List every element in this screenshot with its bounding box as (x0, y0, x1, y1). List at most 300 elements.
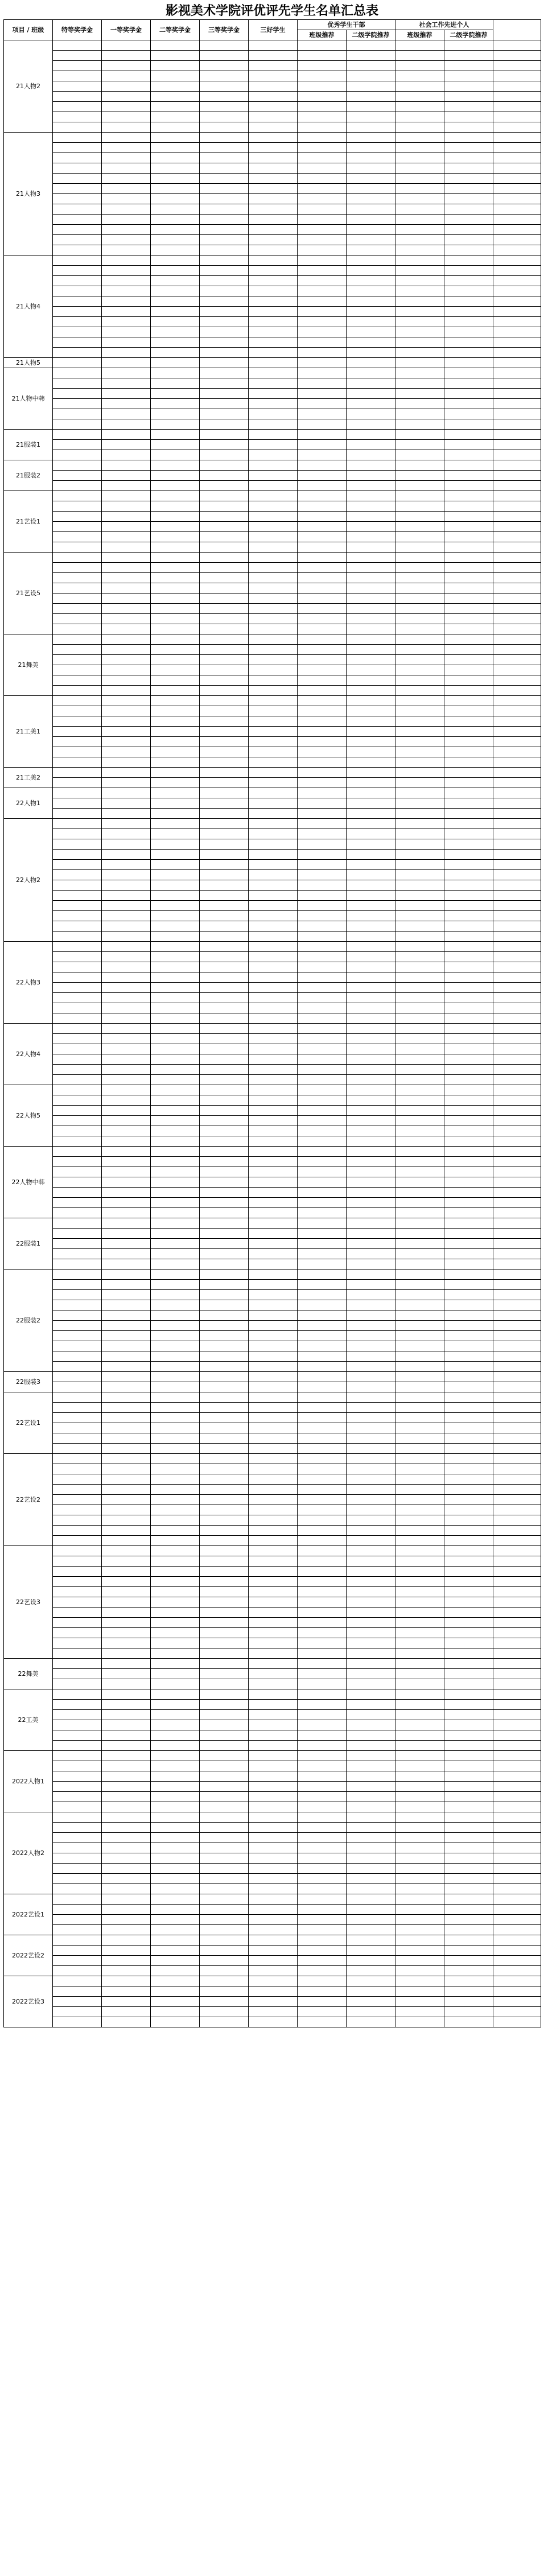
name-cell (395, 1638, 444, 1648)
name-cell (444, 2017, 493, 2027)
name-cell (200, 40, 249, 51)
table-row (4, 880, 541, 891)
name-cell (249, 1628, 298, 1638)
name-cell (444, 1280, 493, 1290)
name-cell (102, 809, 151, 819)
name-cell (249, 809, 298, 819)
name-cell (249, 1310, 298, 1321)
name-cell (53, 1341, 102, 1351)
name-cell (444, 409, 493, 419)
table-row (4, 1608, 541, 1618)
name-cell (53, 1976, 102, 1986)
name-cell (102, 665, 151, 675)
name-cell (347, 245, 395, 255)
name-cell (102, 1925, 151, 1935)
name-cell (298, 51, 347, 61)
name-cell (249, 1382, 298, 1392)
name-cell (53, 1628, 102, 1638)
name-cell (102, 522, 151, 532)
name-cell (249, 993, 298, 1003)
name-cell (53, 1925, 102, 1935)
name-cell (102, 1075, 151, 1085)
name-cell (53, 1700, 102, 1710)
name-cell (151, 481, 200, 491)
name-cell (444, 1843, 493, 1853)
name-cell (347, 440, 395, 450)
name-cell (102, 1003, 151, 1013)
name-cell (53, 1515, 102, 1526)
name-cell (249, 860, 298, 870)
name-cell (102, 1536, 151, 1546)
name-cell (53, 1864, 102, 1874)
col-blank (493, 20, 541, 40)
name-cell (444, 235, 493, 245)
name-cell (493, 1567, 541, 1577)
name-cell (298, 819, 347, 829)
table-row (4, 1833, 541, 1843)
name-cell (249, 1403, 298, 1413)
name-cell (444, 1003, 493, 1013)
name-cell (200, 1823, 249, 1833)
name-cell (200, 1536, 249, 1546)
name-cell (151, 450, 200, 460)
table-row (4, 870, 541, 880)
name-cell (444, 1587, 493, 1597)
name-cell (151, 952, 200, 962)
name-cell (493, 942, 541, 952)
name-cell (102, 1597, 151, 1608)
group-social-work: 社会工作先进个人 (395, 20, 493, 30)
name-cell (298, 102, 347, 112)
name-cell (347, 358, 395, 368)
name-cell (200, 1474, 249, 1485)
name-cell (444, 133, 493, 143)
name-cell (444, 983, 493, 993)
name-cell (493, 1341, 541, 1351)
name-cell (53, 1874, 102, 1884)
table-row (4, 1761, 541, 1771)
name-cell (151, 1782, 200, 1792)
name-cell (200, 696, 249, 706)
name-cell (298, 921, 347, 932)
table-row (4, 1812, 541, 1823)
name-cell (298, 1126, 347, 1136)
name-cell (347, 1013, 395, 1024)
name-cell (53, 634, 102, 645)
table-row (4, 1054, 541, 1065)
name-cell (200, 1915, 249, 1925)
name-cell (151, 932, 200, 942)
name-cell (298, 122, 347, 133)
table-row (4, 798, 541, 809)
name-cell (298, 706, 347, 716)
name-cell (53, 1679, 102, 1689)
name-cell (444, 368, 493, 378)
name-cell (298, 92, 347, 102)
name-cell (53, 61, 102, 71)
name-cell (102, 1044, 151, 1054)
table-row (4, 634, 541, 645)
name-cell (151, 1618, 200, 1628)
class-name-cell: 22人物5 (4, 1085, 53, 1147)
name-cell (444, 1403, 493, 1413)
name-cell (53, 655, 102, 665)
table-row (4, 686, 541, 696)
name-cell (200, 706, 249, 716)
name-cell (151, 1689, 200, 1700)
name-cell (151, 409, 200, 419)
name-cell (53, 1403, 102, 1413)
name-cell (347, 1505, 395, 1515)
table-row (4, 655, 541, 665)
name-cell (493, 1515, 541, 1526)
table-row (4, 1249, 541, 1259)
name-cell (200, 1300, 249, 1310)
name-cell (249, 1915, 298, 1925)
name-cell (298, 133, 347, 143)
name-cell (249, 1270, 298, 1280)
name-cell (444, 829, 493, 839)
name-cell (444, 378, 493, 389)
name-cell (395, 143, 444, 153)
name-cell (395, 358, 444, 368)
name-cell (298, 1638, 347, 1648)
name-cell (493, 891, 541, 901)
name-cell (151, 880, 200, 891)
name-cell (151, 1997, 200, 2007)
table-row (4, 1505, 541, 1515)
name-cell (444, 850, 493, 860)
name-cell (200, 460, 249, 471)
name-cell (151, 850, 200, 860)
name-cell (347, 307, 395, 317)
name-cell (53, 1444, 102, 1454)
name-cell (53, 1782, 102, 1792)
name-cell (493, 727, 541, 737)
name-cell (298, 1351, 347, 1362)
name-cell (347, 194, 395, 204)
name-cell (53, 737, 102, 747)
name-cell (53, 1536, 102, 1546)
name-cell (102, 1782, 151, 1792)
name-cell (444, 143, 493, 153)
name-cell (395, 563, 444, 573)
name-cell (493, 245, 541, 255)
name-cell (347, 809, 395, 819)
table-row (4, 501, 541, 512)
name-cell (151, 901, 200, 911)
name-cell (493, 1208, 541, 1218)
table-row (4, 1095, 541, 1106)
name-cell (151, 491, 200, 501)
name-cell (298, 327, 347, 337)
name-cell (53, 645, 102, 655)
name-cell (102, 1587, 151, 1597)
table-row (4, 778, 541, 788)
name-cell (200, 1843, 249, 1853)
name-cell (102, 1167, 151, 1177)
name-cell (298, 430, 347, 440)
name-cell (347, 430, 395, 440)
name-cell (298, 1188, 347, 1198)
name-cell (493, 1905, 541, 1915)
table-row (4, 819, 541, 829)
name-cell (249, 573, 298, 583)
table-row (4, 1044, 541, 1054)
name-cell (200, 225, 249, 235)
name-cell (395, 1372, 444, 1382)
name-cell (444, 194, 493, 204)
name-cell (395, 174, 444, 184)
name-cell (249, 778, 298, 788)
name-cell (102, 972, 151, 983)
name-cell (200, 1147, 249, 1157)
name-cell (493, 1433, 541, 1444)
name-cell (395, 2017, 444, 2027)
name-cell (395, 501, 444, 512)
name-cell (102, 1812, 151, 1823)
name-cell (347, 317, 395, 327)
name-cell (102, 1239, 151, 1249)
name-cell (347, 1741, 395, 1751)
name-cell (395, 153, 444, 163)
table-row (4, 696, 541, 706)
name-cell (298, 1310, 347, 1321)
name-cell (200, 112, 249, 122)
name-cell (444, 102, 493, 112)
name-cell (249, 1024, 298, 1034)
name-cell (493, 911, 541, 921)
name-cell (298, 40, 347, 51)
name-cell (249, 1874, 298, 1884)
name-cell (102, 1259, 151, 1270)
name-cell (347, 1280, 395, 1290)
name-cell (444, 1423, 493, 1433)
name-cell (298, 266, 347, 276)
name-cell (200, 430, 249, 440)
name-cell (249, 655, 298, 665)
name-cell (151, 1188, 200, 1198)
name-cell (347, 983, 395, 993)
name-cell (102, 1085, 151, 1095)
name-cell (347, 911, 395, 921)
name-cell (200, 61, 249, 71)
name-cell (493, 983, 541, 993)
name-cell (395, 1567, 444, 1577)
name-cell (493, 1198, 541, 1208)
name-cell (444, 1321, 493, 1331)
name-cell (53, 1495, 102, 1505)
name-cell (395, 542, 444, 553)
table-row (4, 1444, 541, 1454)
name-cell (151, 962, 200, 972)
name-cell (395, 1966, 444, 1976)
name-cell (444, 1474, 493, 1485)
name-cell (298, 1444, 347, 1454)
name-cell (102, 204, 151, 215)
name-cell (200, 440, 249, 450)
name-cell (298, 317, 347, 327)
name-cell (53, 92, 102, 102)
name-cell (249, 450, 298, 460)
name-cell (493, 143, 541, 153)
name-cell (249, 706, 298, 716)
name-cell (102, 1823, 151, 1833)
table-row (4, 1946, 541, 1956)
name-cell (200, 1136, 249, 1147)
name-cell (298, 1587, 347, 1597)
table-row (4, 1679, 541, 1689)
name-cell (102, 1556, 151, 1567)
name-cell (102, 460, 151, 471)
table-row (4, 1802, 541, 1812)
name-cell (151, 1177, 200, 1188)
name-cell (151, 235, 200, 245)
name-cell (249, 747, 298, 757)
name-cell (53, 1270, 102, 1280)
name-cell (493, 1843, 541, 1853)
name-cell (102, 686, 151, 696)
name-cell (249, 737, 298, 747)
name-cell (102, 737, 151, 747)
name-cell (395, 1454, 444, 1464)
name-cell (53, 757, 102, 768)
name-cell (200, 1464, 249, 1474)
name-cell (395, 1280, 444, 1290)
name-cell (53, 1229, 102, 1239)
name-cell (444, 1433, 493, 1444)
name-cell (493, 1976, 541, 1986)
table-row (4, 1208, 541, 1218)
name-cell (298, 1003, 347, 1013)
name-cell (444, 40, 493, 51)
name-cell (298, 1290, 347, 1300)
table-row (4, 491, 541, 501)
name-cell (102, 604, 151, 614)
name-cell (493, 1464, 541, 1474)
name-cell (53, 1894, 102, 1905)
name-cell (102, 1341, 151, 1351)
name-cell (347, 163, 395, 174)
sub-social-college: 二级学院推荐 (444, 30, 493, 40)
name-cell (249, 1331, 298, 1341)
name-cell (151, 204, 200, 215)
name-cell (200, 1853, 249, 1864)
name-cell (151, 1628, 200, 1638)
table-row (4, 1710, 541, 1720)
class-name-cell: 2022艺设1 (4, 1894, 53, 1935)
name-cell (151, 1259, 200, 1270)
table-row (4, 102, 541, 112)
name-cell (395, 327, 444, 337)
name-cell (444, 1628, 493, 1638)
name-cell (102, 440, 151, 450)
name-cell (493, 1229, 541, 1239)
name-cell (347, 1270, 395, 1280)
name-cell (493, 1403, 541, 1413)
name-cell (347, 1157, 395, 1167)
table-row (4, 1116, 541, 1126)
table-row (4, 1741, 541, 1751)
name-cell (151, 1843, 200, 1853)
name-cell (298, 1136, 347, 1147)
name-cell (102, 1638, 151, 1648)
name-cell (347, 225, 395, 235)
name-cell (53, 440, 102, 450)
name-cell (395, 1403, 444, 1413)
name-cell (493, 1157, 541, 1167)
name-cell (200, 1689, 249, 1700)
name-cell (249, 829, 298, 839)
name-cell (200, 1290, 249, 1300)
name-cell (200, 1239, 249, 1249)
name-cell (347, 40, 395, 51)
name-cell (298, 1874, 347, 1884)
name-cell (53, 174, 102, 184)
name-cell (444, 348, 493, 358)
name-cell (347, 1853, 395, 1864)
name-cell (200, 1966, 249, 1976)
table-row (4, 1085, 541, 1095)
name-cell (53, 1454, 102, 1464)
name-cell (200, 1782, 249, 1792)
name-cell (102, 512, 151, 522)
name-cell (200, 952, 249, 962)
name-cell (298, 1392, 347, 1403)
name-cell (53, 1618, 102, 1628)
name-cell (151, 1546, 200, 1556)
name-cell (151, 1075, 200, 1085)
name-cell (444, 1013, 493, 1024)
name-cell (102, 122, 151, 133)
name-cell (151, 1966, 200, 1976)
name-cell (347, 1095, 395, 1106)
name-cell (53, 1423, 102, 1433)
name-cell (493, 1362, 541, 1372)
name-cell (53, 501, 102, 512)
name-cell (395, 1239, 444, 1249)
name-cell (200, 1659, 249, 1669)
name-cell (298, 1853, 347, 1864)
name-cell (53, 747, 102, 757)
table-row (4, 1823, 541, 1833)
name-cell (347, 1843, 395, 1853)
name-cell (493, 1853, 541, 1864)
table-row (4, 358, 541, 368)
name-cell (102, 1351, 151, 1362)
name-cell (444, 327, 493, 337)
name-cell (395, 1208, 444, 1218)
name-cell (151, 921, 200, 932)
name-cell (347, 1331, 395, 1341)
name-cell (151, 1679, 200, 1689)
name-cell (395, 1106, 444, 1116)
name-cell (347, 1976, 395, 1986)
name-cell (102, 450, 151, 460)
name-cell (298, 542, 347, 553)
name-cell (53, 583, 102, 593)
name-cell (200, 1946, 249, 1956)
name-cell (347, 2017, 395, 2027)
name-cell (493, 850, 541, 860)
name-cell (249, 1136, 298, 1147)
name-cell (102, 1915, 151, 1925)
name-cell (444, 665, 493, 675)
name-cell (249, 1925, 298, 1935)
name-cell (347, 1474, 395, 1485)
name-cell (444, 583, 493, 593)
name-cell (151, 1771, 200, 1782)
